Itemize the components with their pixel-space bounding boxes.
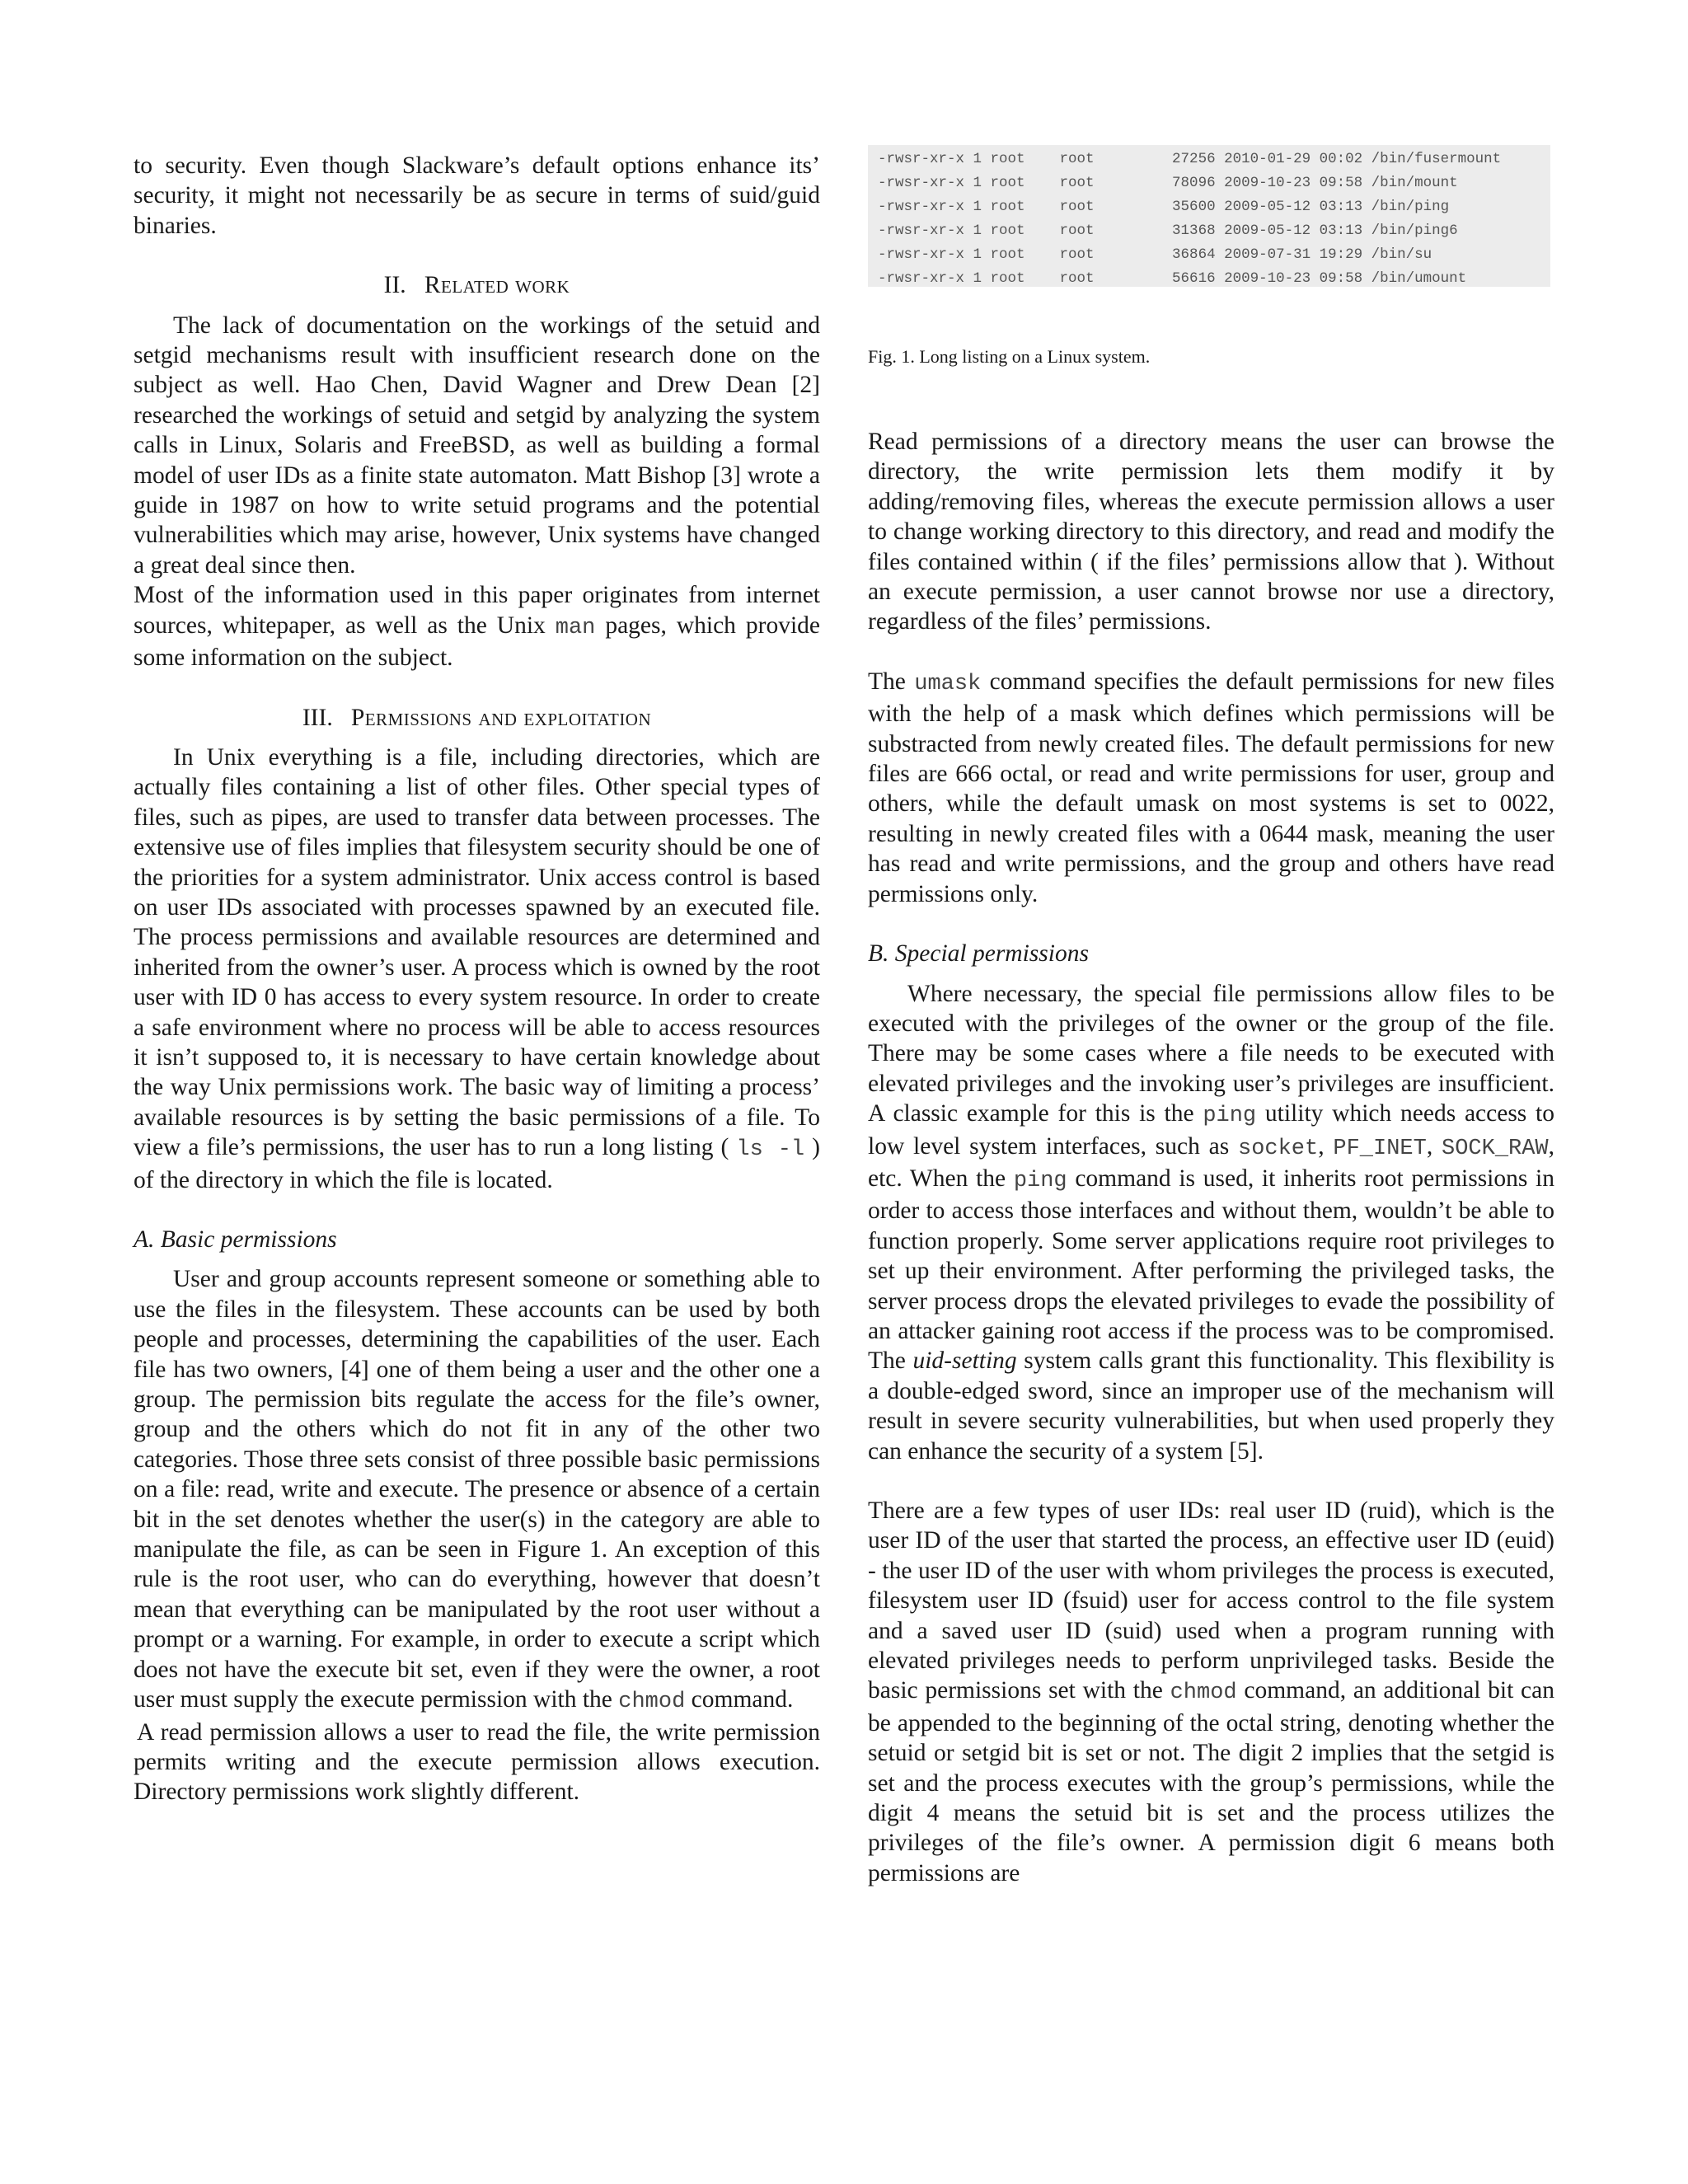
subsection-heading-special: B. Special permissions: [868, 940, 1089, 968]
left-column: [134, 151, 820, 1807]
inline-code-ping: ping: [1203, 1104, 1257, 1129]
inline-code-socket: socket: [1238, 1136, 1319, 1161]
paragraph-related-1: The lack of documentation on the workings of the setuid and setgid mechanisms result with insufficient research done on the subject as well. Hao Chen, David Wagner and Drew Dean [2] researched the workings of setuid and setgid by analyzing the system calls in Linux, Solaris and FreeBSD, as well as building a formal model of user IDs as a finite state automaton. Matt Bishop [3] wrote a guide in 1987 on how to write setuid programs and the potential vulnerabilities which may arise, however, Unix systems have changed a great deal since then.: [134, 312, 820, 579]
section-heading-related-work: [134, 270, 820, 300]
text-span: command.: [685, 1686, 794, 1713]
text-span: Most of the information used in this paper originates from internet sources, whitepaper, as well as the Unix: [134, 582, 820, 639]
text-span: ,: [1426, 1132, 1442, 1160]
spacer: [868, 1466, 1554, 1496]
paragraph-special: [868, 979, 1554, 1467]
paragraph-user-ids: [868, 1496, 1554, 1888]
text-span: command is used, it inherits root permissions in order to access those interfaces and without them, wouldn’t be able to function properly. Some server applications require root privileges to set up their environment. After performing the privileged tasks, the server process drops the elevated privileges to evade the possibility of an attacker gaining root access if the process was to be compromised. The: [868, 1165, 1554, 1375]
listing-row: -rwsr-xr-x 1 root root 31368 2009-05-12 03:13 /bin/ping6: [878, 223, 1458, 239]
text-span: , etc. When the: [868, 1132, 1555, 1192]
listing-row: -rwsr-xr-x 1 root root 36864 2009-07-31 19:29 /bin/su: [878, 246, 1432, 263]
text-span: There are a few types of user IDs: real user ID (ruid), which is the user ID of the user that started the process, an effective user ID (euid) - the user ID of the user with whom privileges the process is executed, filesystem user ID (fsuid) user for access control to the file system and a saved user ID (suid) used when a program running with elevated privileges needs to perform unprivileged tasks. Beside the basic permissions set with the: [868, 1497, 1554, 1704]
text-span: ) of the directory in which the file is located.: [134, 1134, 821, 1193]
text-span: ,: [1318, 1132, 1334, 1160]
spacer: [868, 637, 1554, 667]
text-span: pages, which provide some information on the subject.: [134, 612, 820, 672]
right-column: [868, 427, 1554, 1888]
text-span: Where necessary, the special file permissions allow files to be executed with the privileges of the owner or the group of the file. There may be some cases where a file needs to be executed with elevated privileges and the invoking user’s privileges are insufficient. A classic example for this is the: [868, 980, 1554, 1127]
section-number: III.: [302, 704, 333, 731]
text-span: system calls grant this functionality. This flexibility is a double-edged sword, since an improper use of the mechanism will result in severe security vulnerabilities, but when used properly they can enhance the security of a system [5].: [868, 1347, 1554, 1465]
text-span: command, an additional bit can be appended to the beginning of the octal string, denoting whether the setuid or setgid bit is set or not. The digit 2 implies that the setgid is set and the process executes with the group’s permissions, while the digit 4 means the setuid bit is set and the process utilizes the privileges of the file’s owner. A permission digit 6 means both permissions are: [868, 1677, 1554, 1886]
listing-row: -rwsr-xr-x 1 root root 56616 2009-10-23 09:58 /bin/umount: [878, 270, 1467, 287]
emphasis-uid-setting: uid-setting: [912, 1347, 1017, 1375]
inline-code-umask: umask: [914, 671, 982, 696]
inline-code-chmod: chmod: [618, 1690, 686, 1715]
paragraph-directory: Read permissions of a directory means the user can browse the directory, the write permission lets them modify it by adding/removing files, whereas the execute permission allows a user to change working directory to this directory, and read and modify the files contained within ( if the files’ permissions allow that ). Without an execute permission, a user cannot browse nor use a directory, regardless of the files’ permissions.: [868, 429, 1554, 635]
paragraph-umask: [868, 667, 1554, 909]
text-span: command specifies the default permissions for new files with the help of a mask which defines which permissions will be substracted from newly created files. The default permissions for new files are 666 octal, or read and write permissions for user, group and others, while the default umask on most systems is set to 0022, resulting in newly created files with a 0644 mask, meaning the user has read and write permissions, and the group and others have read permissions only.: [868, 668, 1554, 907]
text-span: User and group accounts represent someone or something able to use the files in the filesystem. These accounts can be used by both people and processes, determining the capabilities of the user. Each file has two owners, [4] one of them being a user and the other one a group. The permission bits regulate the access for the file’s owner, group and the others which do not fit in any of the other two categories. Those three sets consist of three possible basic permissions on a file: read, write and execute. The presence or absence of a certain bit in the set denotes whether the user(s) in the category are able to manipulate the file, as can be seen in Figure 1. An exception of this rule is the root user, who can do everything, however that doesn’t mean that everything can be manipulated by the root user without a prompt or a warning. For example, in order to execute a script which does not have the execute bit set, even if they were the owner, a root user must supply the execute permission with the: [134, 1266, 820, 1713]
inline-code-sock-raw: SOCK_RAW: [1442, 1136, 1549, 1161]
paragraph-permissions: [134, 743, 820, 1195]
inline-code-ping: ping: [1013, 1168, 1067, 1193]
section-heading-permissions: [134, 703, 820, 733]
text-span: utility which needs access to low level system interfaces, such as: [868, 1100, 1554, 1160]
inline-code-ls: ls -l: [736, 1137, 805, 1163]
inline-code-pf-inet: PF_INET: [1333, 1136, 1427, 1161]
figure-listing: [868, 145, 1550, 287]
listing-row: -rwsr-xr-x 1 root root 27256 2010-01-29 00:02 /bin/fusermount: [878, 151, 1502, 167]
subsection-heading-basic: A. Basic permissions: [134, 1226, 337, 1253]
paragraph-intro: to security. Even though Slackware’s default options enhance its’ security, it might not necessarily be as secure in terms of suid/guid binaries.: [134, 152, 820, 239]
section-number: II.: [383, 272, 406, 299]
listing-row: -rwsr-xr-x 1 root root 78096 2009-10-23 09:58 /bin/mount: [878, 175, 1458, 191]
paragraph-basic: [134, 1264, 820, 1717]
text-span: The: [868, 668, 915, 695]
inline-code-man: man: [555, 615, 596, 640]
paragraph-read: A read permission allows a user to read the file, the write permission permits writing and the execute permission allows execution. Directory permissions work slightly different.: [134, 1718, 820, 1806]
listing-row: -rwsr-xr-x 1 root root 35600 2009-05-12 03:13 /bin/ping: [878, 199, 1450, 215]
inline-code-chmod: chmod: [1170, 1680, 1237, 1706]
text-span: In Unix everything is a file, including directories, which are actually files containing a list of other files. Other special types of files, such as pipes, are used to transfer data between processes. The extensive use of files implies that filesystem security should be one of the priorities for a system administrator. Unix access control is based on user IDs associated with processes spawned by an executed file. The process permissions and available resources are determined and inherited from the owner’s user. A process which is owned by the root user with ID 0 has access to every system resource. In order to create a safe environment where no process will be able to access resources it isn’t supposed to, it is necessary to have certain knowledge about the way Unix permissions work. The basic way of limiting a process’ available resources is by setting the basic permissions of a file. To view a file’s permissions, the user has to run a long listing (: [134, 743, 820, 1161]
section-title: Permissions and exploitation: [350, 704, 652, 731]
paragraph-related-2: [134, 580, 820, 673]
section-title: Related work: [424, 272, 570, 299]
figure-caption: Fig. 1. Long listing on a Linux system.: [868, 346, 1151, 367]
